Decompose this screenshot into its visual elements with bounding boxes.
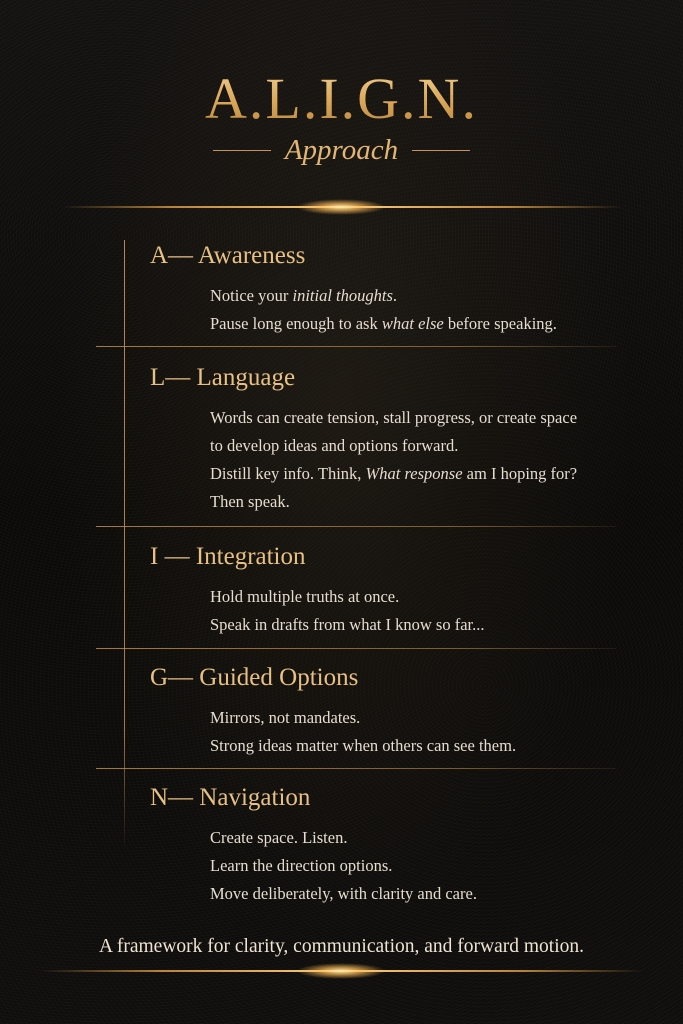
line-text: am I hoping for? — [462, 464, 578, 483]
section-line — [210, 460, 650, 488]
poster-subtitle: Approach — [284, 134, 399, 166]
section-lines — [210, 704, 650, 760]
top-glow-spot — [296, 199, 386, 215]
line-text: Create space. Listen. — [210, 828, 348, 847]
section-lines — [210, 824, 650, 908]
section-navigation — [150, 782, 650, 908]
line-text: Move deliberately, with clarity and care. — [210, 884, 477, 903]
section-line — [210, 732, 650, 760]
section-line — [210, 704, 650, 732]
section-lines — [210, 404, 650, 516]
line-text: Hold multiple truths at once. — [210, 587, 400, 606]
line-text: Learn the direction options. — [210, 856, 393, 875]
section-line — [210, 282, 650, 310]
section-line — [210, 432, 650, 460]
line-text: Strong ideas matter when others can see them. — [210, 736, 517, 755]
line-text: Notice your — [210, 286, 293, 305]
section-line — [210, 310, 650, 338]
section-line — [210, 880, 650, 908]
emphasis-text: What response — [365, 464, 463, 483]
subtitle-row — [0, 130, 683, 170]
line-text: before speaking. — [443, 314, 557, 333]
section-line — [210, 824, 650, 852]
line-text: Speak in drafts from what I know so far... — [210, 615, 485, 634]
line-text: Distill key info. Think, — [210, 464, 366, 483]
section-line — [210, 404, 650, 432]
section-integration — [150, 541, 650, 639]
section-language — [150, 362, 650, 516]
timeline-vertical-rule — [124, 240, 125, 850]
section-line — [210, 488, 650, 516]
section-divider — [96, 346, 616, 347]
section-line — [210, 852, 650, 880]
line-text: Words can create tension, stall progress, or create space — [210, 408, 578, 427]
subtitle-right-rule — [412, 150, 470, 151]
line-text: Pause long enough to ask — [210, 314, 382, 333]
section-lines — [210, 583, 650, 639]
emphasis-text: initial thoughts — [292, 286, 393, 305]
section-lines — [210, 282, 650, 338]
section-line — [210, 583, 650, 611]
section-heading: G— Guided Options — [150, 664, 359, 691]
section-awareness — [150, 240, 650, 338]
section-line — [210, 611, 650, 639]
line-text: Then speak. — [210, 492, 290, 511]
section-heading: N— Navigation — [150, 784, 311, 811]
line-text: . — [392, 286, 397, 305]
section-guided-options — [150, 662, 650, 760]
emphasis-text: what else — [381, 314, 444, 333]
section-heading: I — Integration — [150, 543, 306, 570]
section-heading: A— Awareness — [150, 242, 306, 269]
subtitle-left-rule — [213, 150, 271, 151]
section-divider — [96, 768, 616, 769]
section-heading: L— Language — [150, 364, 296, 391]
poster-title: A.L.I.G.N. — [0, 64, 683, 134]
footer-tagline: A framework for clarity, communication, and forward motion. — [98, 936, 584, 957]
section-divider — [96, 526, 616, 527]
section-divider — [96, 648, 616, 649]
line-text: Mirrors, not mandates. — [210, 708, 361, 727]
bottom-glow-spot — [296, 963, 386, 979]
line-text: to develop ideas and options forward. — [210, 436, 459, 455]
